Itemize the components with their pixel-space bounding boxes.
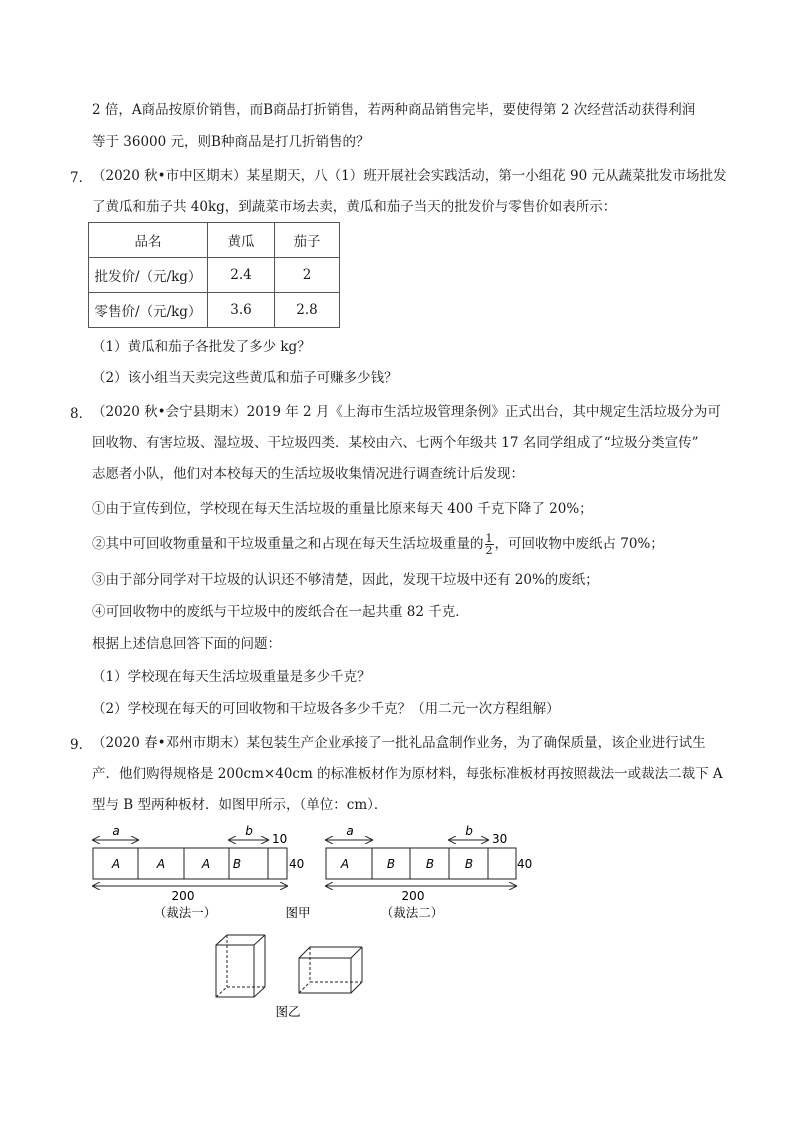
label-b: b xyxy=(465,824,473,838)
cutting-diagram xyxy=(0,820,794,1120)
cell-label: B xyxy=(464,857,474,871)
q8-item4: ④可回收物中的废纸与干垃圾中的废纸合在一起共重 82 千克． xyxy=(92,604,469,620)
q9-line3: 型与 B 型两种板材．如图甲所示，（单位：cm）． xyxy=(92,797,388,813)
table-cell: 批发价/（元/kg） xyxy=(89,258,208,293)
cut-method-two xyxy=(326,824,532,920)
table-cell: 2 xyxy=(275,258,340,293)
price-table xyxy=(88,222,340,328)
cut2-caption: （裁法二） xyxy=(380,905,444,920)
board-rect xyxy=(93,848,287,879)
cell-label: A xyxy=(340,857,350,871)
cell-label: B xyxy=(386,857,396,871)
q7-line1: （2020 秋•市中区期末）某星期天，八（1）班开展社会实践活动，第一小组花 90 元从蔬菜批发市场批发 xyxy=(92,168,727,184)
cell-label: A xyxy=(201,857,211,871)
table-cell: 3.6 xyxy=(208,293,275,328)
table-header-cell: 茄子 xyxy=(275,223,340,258)
q8-line2: 回收物、有害垃圾、湿垃圾、干垃圾四类．某校由六、七两个年级共 17 名同学组成了“垃圾分类宣传” xyxy=(92,435,699,451)
cut2-width-label: 200 xyxy=(401,889,425,903)
q8-line3: 志愿者小队，他们对本校每天的生活垃圾收集情况进行调查统计后发现： xyxy=(92,466,524,482)
q7-number: 7． xyxy=(70,170,93,186)
cut1-width-label: 200 xyxy=(171,889,195,903)
one-half-fraction xyxy=(485,533,494,556)
cut2-height-label: 40 xyxy=(517,857,533,871)
label-a: a xyxy=(112,824,120,838)
table-header-row xyxy=(89,223,340,258)
cut1-caption: （裁法一） xyxy=(153,905,217,920)
table-header-cell: 品名 xyxy=(89,223,208,258)
fraction-denominator: 2 xyxy=(485,544,493,557)
q8-sub1: （1）学校现在每天生活垃圾重量是多少千克？ xyxy=(92,669,371,685)
fig-jia-caption: 图甲 xyxy=(285,905,311,920)
cell-label: A xyxy=(111,857,121,871)
fig-yi-caption: 图乙 xyxy=(275,1004,301,1019)
q8-sub2: （2）学校现在每天的可回收物和干垃圾各多少千克？（用二元一次方程组解） xyxy=(92,701,560,717)
tall-box-icon xyxy=(216,935,265,997)
q6-line1: 2 倍，A商品按原价销售，而B商品打折销售，若两种商品销售完毕，要使得第 2 次经营活动获得利润 xyxy=(92,102,696,118)
cell-label: A xyxy=(156,857,166,871)
q8-item1: ①由于宣传到位，学校现在每天生活垃圾的重量比原来每天 400 千克下降了 20%； xyxy=(92,501,593,517)
wide-box-icon xyxy=(299,947,362,993)
table-row xyxy=(89,258,340,293)
label-b: b xyxy=(245,824,253,838)
q8-item3: ③由于部分同学对干垃圾的认识还不够清楚，因此，发现干垃圾中还有 20%的废纸； xyxy=(92,572,599,588)
cut1-right-label: 10 xyxy=(272,832,288,846)
q8-line1: （2020 秋•会宁县期末）2019 年 2 月《上海市生活垃圾管理条例》正式出台，其中规定生活垃圾分为可 xyxy=(92,404,721,420)
q8-item2-text-a: ②其中可回收物重量和干垃圾重量之和占现在每天生活垃圾重量的 xyxy=(92,536,484,552)
q8-item2-text-b: ，可回收物中废纸占 70%； xyxy=(494,536,664,552)
cut2-right-label: 30 xyxy=(492,832,508,846)
q9-line2: 产．他们购得规格是 200cm×40cm 的标准板材作为原材料，每张标准板材再按照裁法一或裁法二裁下 A xyxy=(92,766,723,782)
q8-number: 8． xyxy=(70,406,93,422)
cell-label: B xyxy=(232,857,242,871)
q8-item2 xyxy=(92,533,664,556)
q9-number: 9． xyxy=(70,737,93,753)
table-row xyxy=(89,293,340,328)
q8-prompt: 根据上述信息回答下面的问题： xyxy=(92,636,281,652)
cell-label: B xyxy=(425,857,435,871)
q6-line2: 等于 36000 元，则B种商品是打几折销售的？ xyxy=(92,134,370,150)
label-a: a xyxy=(346,824,354,838)
cut1-height-label: 40 xyxy=(289,857,305,871)
table-cell: 零售价/（元/kg） xyxy=(89,293,208,328)
table-cell: 2.8 xyxy=(275,293,340,328)
table-cell: 2.4 xyxy=(208,258,275,293)
q7-sub1: （1）黄瓜和茄子各批发了多少 kg？ xyxy=(92,339,311,355)
q9-line1: （2020 春•邓州市期末）某包装生产企业承接了一批礼品盒制作业务，为了确保质量，该企业进行试生 xyxy=(92,735,706,751)
cut-method-one xyxy=(93,824,304,920)
fraction-numerator: 1 xyxy=(485,532,493,545)
table-header-cell: 黄瓜 xyxy=(208,223,275,258)
q7-sub2: （2）该小组当天卖完这些黄瓜和茄子可赚多少钱？ xyxy=(92,370,398,386)
q7-line2: 了黄瓜和茄子共 40kg，到蔬菜市场去卖，黄瓜和茄子当天的批发价与零售价如表所示： xyxy=(92,199,617,215)
